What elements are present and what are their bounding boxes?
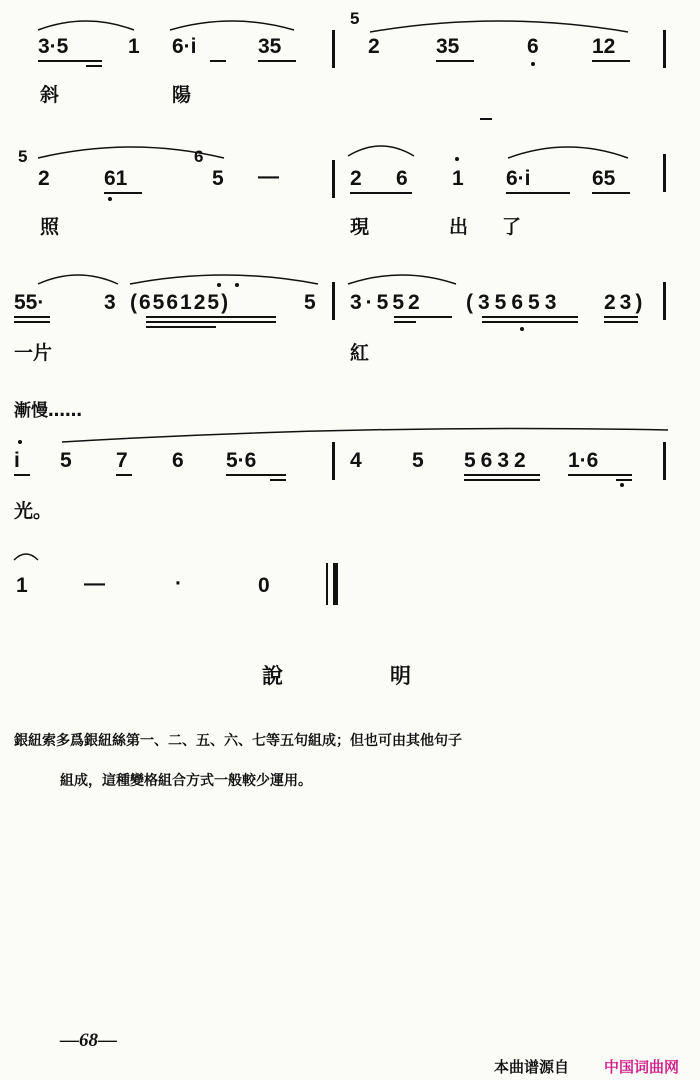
- underline: [604, 316, 638, 318]
- note: 1: [452, 167, 464, 190]
- note: (35653: [466, 291, 562, 314]
- section-heading-char: 說: [262, 664, 283, 688]
- note: 5: [412, 449, 424, 472]
- note: 4: [350, 449, 362, 472]
- note: 6: [172, 449, 184, 472]
- bar-line: [663, 282, 666, 320]
- note: 2: [38, 167, 50, 190]
- watermark-site[interactable]: 中国词曲网: [604, 1058, 680, 1076]
- underline: [604, 321, 638, 323]
- underline: [568, 474, 632, 476]
- low-octave-dot: [620, 483, 624, 487]
- underline: [38, 60, 102, 62]
- note: i: [14, 449, 20, 472]
- dash: [480, 118, 492, 120]
- high-octave-dot: [18, 440, 22, 444]
- note: 2: [368, 35, 380, 58]
- note: 3: [104, 291, 116, 314]
- watermark-source: 本曲谱源自: [494, 1058, 570, 1076]
- lyric: 了: [502, 216, 522, 238]
- note: 0: [258, 574, 270, 597]
- underline: [146, 326, 216, 328]
- underline: [394, 316, 452, 318]
- slur: [12, 548, 40, 562]
- bar-line: [332, 30, 335, 68]
- note: 5: [212, 167, 224, 190]
- high-octave-dot: [235, 283, 239, 287]
- dash: —: [258, 165, 279, 188]
- underline: [226, 474, 286, 476]
- bar-line: [663, 154, 666, 192]
- slur: [36, 266, 120, 286]
- section-heading-char: 明: [390, 664, 411, 688]
- note: 35: [436, 35, 460, 58]
- underline: [146, 316, 276, 318]
- underline: [482, 321, 578, 323]
- bar-line: [663, 442, 666, 480]
- underline: [616, 479, 632, 481]
- explanation-line: 組成，這種變格組合方式一般較少運用。: [60, 773, 312, 789]
- underline: [14, 474, 30, 476]
- slur: [346, 266, 458, 286]
- explanation-line: 銀紐索多爲銀紐絲第一、二、五、六、七等五句組成；但也可由其他句子: [14, 733, 462, 749]
- underline: [464, 479, 540, 481]
- underline: [350, 192, 412, 194]
- slur: [506, 136, 630, 160]
- lyric: 光。: [14, 500, 53, 522]
- high-octave-dot: [455, 157, 459, 161]
- slur: [168, 12, 296, 32]
- underline: [436, 60, 474, 62]
- note: 6: [527, 35, 539, 58]
- bar-line: [332, 160, 335, 198]
- underline: [394, 321, 416, 323]
- note: 5: [60, 449, 72, 472]
- low-octave-dot: [520, 327, 524, 331]
- bar-line: [332, 282, 335, 320]
- note: 35: [258, 35, 282, 58]
- lyric: 紅: [350, 342, 370, 364]
- underline: [14, 316, 50, 318]
- grace-note: 5: [350, 9, 360, 28]
- underline: [482, 316, 578, 318]
- underline: [116, 474, 132, 476]
- note: 7: [116, 449, 128, 472]
- slur: [128, 266, 320, 286]
- lyric: 一片: [14, 342, 53, 364]
- note: 6: [396, 167, 408, 190]
- note: 23): [604, 291, 647, 314]
- lyric: 斜: [40, 84, 60, 106]
- underline: [258, 60, 296, 62]
- note: 1: [16, 574, 28, 597]
- high-octave-dot: [217, 283, 221, 287]
- underline: [592, 60, 630, 62]
- lyric: 照: [40, 216, 60, 238]
- grace-note: 5: [18, 147, 28, 166]
- note: 6·i: [172, 35, 197, 58]
- slur: [368, 10, 630, 34]
- low-octave-dot: [108, 197, 112, 201]
- note: 2: [350, 167, 362, 190]
- underline: [506, 192, 570, 194]
- note: 5: [304, 291, 316, 314]
- slur: [36, 12, 136, 32]
- low-octave-dot: [531, 62, 535, 66]
- note: 12: [592, 35, 616, 58]
- grace-note: 6: [194, 147, 204, 166]
- note: 1·6: [568, 449, 599, 472]
- final-bar-line-thin: [326, 563, 328, 605]
- underline: [104, 192, 142, 194]
- underline: [210, 60, 226, 62]
- slur: [346, 136, 416, 158]
- note: 3·5: [38, 35, 69, 58]
- bar-line: [332, 442, 335, 480]
- underline: [464, 474, 540, 476]
- note: 3·552: [350, 291, 424, 314]
- note: 61: [104, 167, 128, 190]
- note: (656125): [130, 291, 231, 314]
- final-bar-line-thick: [333, 563, 338, 605]
- dash: —: [84, 572, 105, 595]
- lyric: 現: [350, 216, 370, 238]
- rest-dot: ·: [175, 572, 182, 595]
- lyric: 出: [449, 216, 469, 238]
- underline: [270, 479, 286, 481]
- underline: [592, 192, 630, 194]
- note: 55·: [14, 291, 45, 314]
- slur: [60, 424, 670, 444]
- note: 5·6: [226, 449, 257, 472]
- page-number: —68—: [60, 1030, 117, 1051]
- note: 65: [592, 167, 616, 190]
- underline: [86, 65, 102, 67]
- bar-line: [663, 30, 666, 68]
- lyric: 陽: [172, 84, 192, 106]
- underline: [146, 321, 276, 323]
- note: 6·i: [506, 167, 531, 190]
- tempo-mark: 漸慢……: [14, 401, 82, 421]
- note: 5632: [464, 449, 531, 472]
- note: 1: [128, 35, 140, 58]
- underline: [14, 321, 50, 323]
